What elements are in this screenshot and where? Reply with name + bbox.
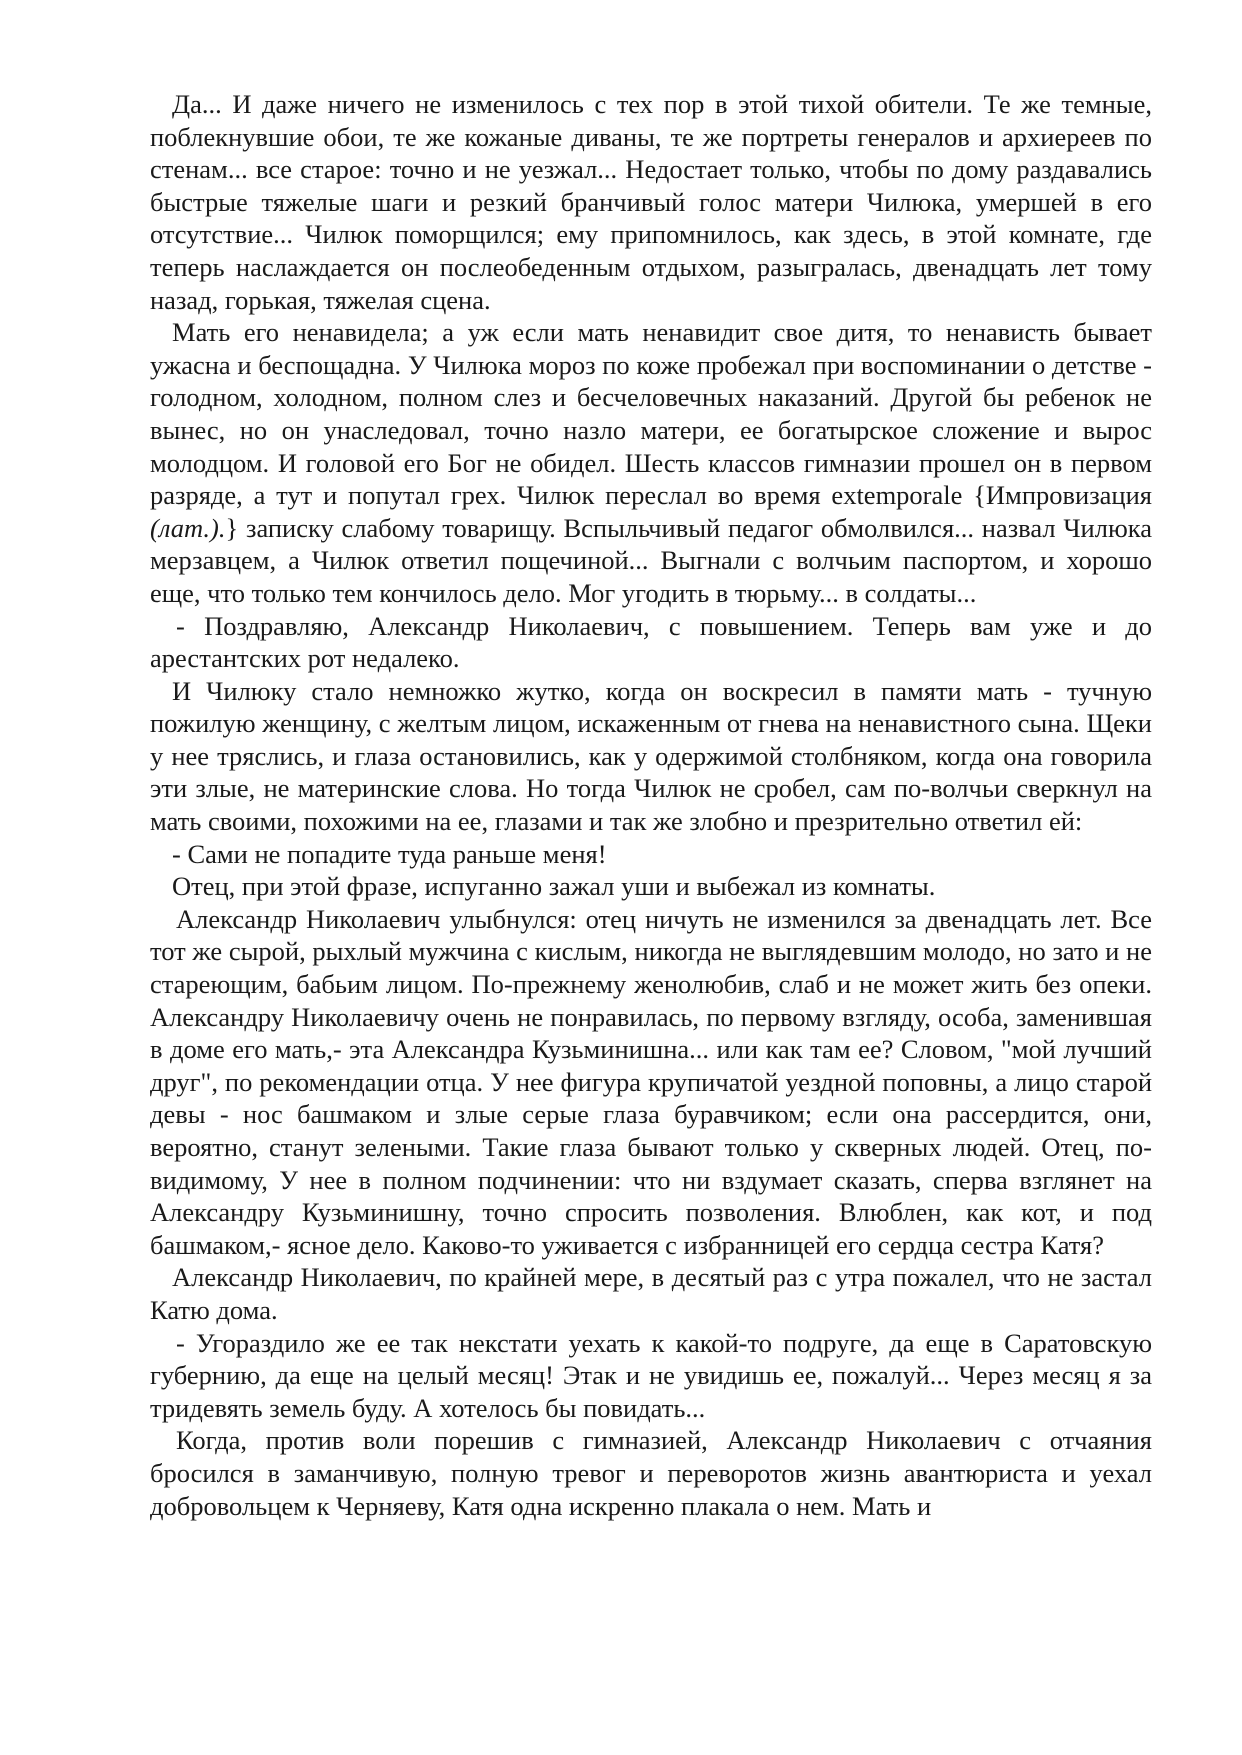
paragraph-2-text-before: Мать его ненавидела; а уж если мать ненавидит свое дитя, то ненависть бывает ужасна и беспощадна. У Чилюка мороз по коже пробежал при воспоминании о детстве - голодном, холодном, полном слез и бесчеловечных наказаний. Другой бы ребенок не вынес, но он унаследовал, точно назло матери, ее богатырское сложение и вырос молодцом. И головой его Бог не обидел. Шесть классов гимназии прошел он в первом разряде, а тут и попутал грех. Чилюк переслал во время extemporale <box>150 317 1152 511</box>
footnote-open: {Импровизация <box>973 480 1152 511</box>
document-page <box>150 88 1152 1522</box>
paragraph-8: Александр Николаевич, по крайней мере, в десятый раз с утра пожалел, что не застал Катю дома. <box>150 1262 1152 1325</box>
footnote-language: (лат.). <box>150 512 226 543</box>
paragraph-2-text-after: записку слабому товарищу. Вспыльчивый педагог обмолвился... назвал Чилюка мерзавцем, а Чилюк ответил пощечиной... Выгнали с волчьим паспортом, и хорошо еще, что только тем кончилось дело. Мог угодить в тюрьму... в солдаты... <box>150 512 1152 608</box>
paragraph-7: Александр Николаевич улыбнулся: отец ничуть не изменился за двенадцать лет. Все тот же сырой, рыхлый мужчина с кислым, никогда не выглядевшим молодо, но зато и не стареющим, бабьим лицом. По-прежнему женолюбив, слаб и не может жить без опеки. Александру Николаевичу очень не понравилась, по первому взгляду, особа, заменившая в доме его мать,- эта Александра Кузьминишна... или как там ее? Словом, "мой лучший друг", по рекомендации отца. У нее фигура крупичатой уездной поповны, а лицо старой девы - нос башмаком и злые серые глаза буравчиком; если она рассердится, они, вероятно, станут зелеными. Такие глаза бывают только у скверных людей. Отец, по-видимому, У нее в полном подчинении: что ни вздумает сказать, сперва взглянет на Александру Кузьминишну, точно спросить позволения. Влюблен, как кот, и под башмаком,- ясное дело. Каково-то уживается с избранницей его сердца сестра Катя? <box>150 903 1152 1260</box>
paragraph-4: И Чилюку стало немножко жутко, когда он воскресил в памяти мать - тучную пожилую женщину, с желтым лицом, искаженным от гнева на ненавистного сына. Щеки у нее тряслись, и глаза остановились, как у одержимой столбняком, когда она говорила эти злые, не материнские слова. Но тогда Чилюк не сробел, сам по-волчьи сверкнул на мать своими, похожими на ее, глазами и так же злобно и презрительно ответил ей: <box>150 675 1152 837</box>
paragraph-10: Когда, против воли порешив с гимназией, Александр Николаевич с отчаяния бросился в заманчивую, полную тревог и переворотов жизнь авантюриста и уехал добровольцем к Черняеву, Катя одна искренно плакала о нем. Мать и <box>150 1425 1152 1521</box>
footnote-close: } <box>225 512 239 543</box>
paragraph-1: Да... И даже ничего не изменилось с тех пор в этой тихой обители. Те же темные, поблекнувшие обои, те же кожаные диваны, те же портреты генералов и архиереев по стенам... все старое: точно и не уезжал... Недостает только, чтобы по дому раздавались быстрые тяжелые шаги и резкий бранчивый голос матери Чилюка, умершей в его отсутствие... Чилюк поморщился; ему припомнилось, как здесь, в этой комнате, где теперь наслаждается он послеобеденным отдыхом, разыгралась, двенадцать лет тому назад, горькая, тяжелая сцена. <box>150 89 1152 315</box>
paragraph-6: Отец, при этой фразе, испуганно зажал уши и выбежал из комнаты. <box>172 871 936 902</box>
paragraph-5-dialog: - Сами не попадите туда раньше меня! <box>172 838 607 869</box>
paragraph-3-dialog: - Поздравляю, Александр Николаевич, с повышением. Теперь вам уже и до арестантских рот недалеко. <box>150 610 1152 674</box>
paragraph-2 <box>150 316 1152 609</box>
paragraph-9-dialog: - Угораздило же ее так некстати уехать к какой-то подруге, да еще в Саратовскую губернию, да еще на целый месяц! Этак и не увидишь ее, пожалуй... Через месяц я за тридевять земель буду. А хотелось бы повидать... <box>150 1327 1152 1423</box>
